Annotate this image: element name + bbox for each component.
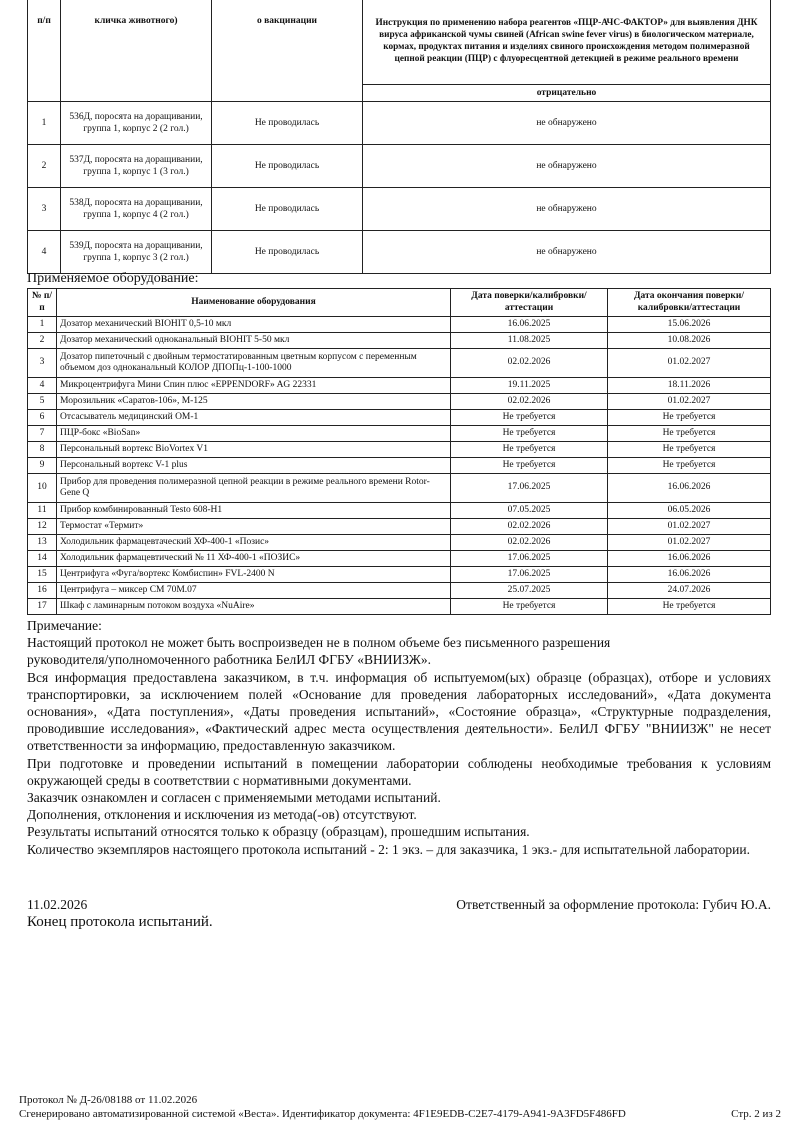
table-row: [28, 102, 771, 145]
col-header-norm: отрицательно: [363, 85, 771, 102]
row-date: 17.06.2025: [451, 567, 608, 583]
row-name: Персональный вортекс V-1 plus: [57, 458, 451, 474]
row-name: Холодильник фармацевтический № 11 ХФ-400-1 «ПОЗИС»: [57, 551, 451, 567]
row-date: 16.06.2025: [451, 317, 608, 333]
row-date: 19.11.2025: [451, 378, 608, 394]
row-name: Дозатор механический BIOHIT 0,5-10 мкл: [57, 317, 451, 333]
results-table: [27, 0, 771, 274]
table-row: [28, 567, 771, 583]
note-paragraph: Дополнения, отклонения и исключения из метода(-ов) отсутствуют.: [27, 807, 417, 823]
row-num: 17: [28, 599, 57, 615]
table-row: [28, 599, 771, 615]
row-sample: 536Д, поросята на доращивании, группа 1, корпус 2 (2 гол.): [61, 102, 212, 145]
col-header-num: п/п: [28, 0, 61, 102]
notes-heading: Примечание:: [27, 618, 102, 633]
col-header-sample: кличка животного): [61, 0, 212, 102]
row-end-date: 01.02.2027: [608, 394, 771, 410]
row-num: 2: [28, 333, 57, 349]
row-num: 3: [28, 349, 57, 378]
row-date: 02.02.2026: [451, 519, 608, 535]
row-end-date: Не требуется: [608, 426, 771, 442]
note-paragraph: Результаты испытаний относятся только к образцу (образцам), прошедшим испытания.: [27, 824, 530, 840]
row-name: ПЦР-бокс «BioSan»: [57, 426, 451, 442]
row-end-date: 01.02.2027: [608, 535, 771, 551]
row-end-date: 15.06.2026: [608, 317, 771, 333]
row-end-date: Не требуется: [608, 458, 771, 474]
row-num: 4: [28, 378, 57, 394]
row-name: Термостат «Термит»: [57, 519, 451, 535]
row-num: 10: [28, 474, 57, 503]
table-row: [28, 410, 771, 426]
row-sample: 538Д, поросята на доращивании, группа 1, корпус 4 (2 гол.): [61, 188, 212, 231]
table-row: [28, 333, 771, 349]
row-name: Прибор для проведения полимеразной цепной реакции в режиме реального времени Rotor-Gene Q: [57, 474, 451, 503]
col-header-name: Наименование оборудования: [57, 289, 451, 317]
row-name: Холодильник фармацевтаческий ХФ-400-1 «Позис»: [57, 535, 451, 551]
row-date: Не требуется: [451, 458, 608, 474]
row-num: 6: [28, 410, 57, 426]
row-name: Дозатор пипеточный с двойным термостатированным цветным корпусом с переменным объемом доз одноканальный КОЛОР ДПОПц-1-100-1000: [57, 349, 451, 378]
table-row: [28, 394, 771, 410]
row-num: 16: [28, 583, 57, 599]
row-vaccination: Не проводилась: [212, 145, 363, 188]
footer-generated-by: Сгенерировано автоматизированной системой «Веста». Идентификатор документа: 4F1E9EDB-C2E7-4179-A941-9A3FD5F486FD: [19, 1108, 626, 1120]
equipment-section-title: Применяемое оборудование:: [27, 271, 199, 286]
row-num: 2: [28, 145, 61, 188]
note-paragraph: Вся информация предоставлена заказчиком, в т.ч. информация об испытуемом(ых) образце (образцах), отборе и условиях транспортировки, за исключением полей «Основание для проведения лабораторных исследований», «Дата документа основания», «Дата поступления», «Даты проведения испытаний», «Состояние образца», «Структурные подразделения, проводившие исследования», «Фактический адрес места осуществления деятельности». БелИЛ ФГБУ "ВНИИЗЖ" не несет ответственности за информацию, предоставленную заказчиком.: [27, 669, 771, 754]
col-header-num: № п/п: [28, 289, 57, 317]
table-row: [28, 583, 771, 599]
row-num: 13: [28, 535, 57, 551]
row-num: 4: [28, 231, 61, 274]
row-num: 14: [28, 551, 57, 567]
row-num: 9: [28, 458, 57, 474]
row-name: Прибор комбинированный Testo 608-H1: [57, 503, 451, 519]
row-end-date: Не требуется: [608, 599, 771, 615]
row-date: Не требуется: [451, 426, 608, 442]
row-result: не обнаружено: [363, 231, 771, 274]
row-end-date: 06.05.2026: [608, 503, 771, 519]
notes-section: [27, 617, 771, 858]
row-name: Морозильник «Саратов-106», М-125: [57, 394, 451, 410]
row-result: не обнаружено: [363, 102, 771, 145]
table-row: [28, 317, 771, 333]
table-row: [28, 535, 771, 551]
table-row: [28, 519, 771, 535]
row-sample: 539Д, поросята на доращивании, группа 1, корпус 3 (2 гол.): [61, 231, 212, 274]
row-date: 02.02.2026: [451, 394, 608, 410]
col-header-date: Дата поверки/калибровки/аттестации: [451, 289, 608, 317]
row-name: Дозатор механический одноканальный BIOHIT 5-50 мкл: [57, 333, 451, 349]
row-name: Центрифуга «Фуга/вортекс Комбиспин» FVL-2400 N: [57, 567, 451, 583]
table-row: [28, 458, 771, 474]
row-vaccination: Не проводилась: [212, 231, 363, 274]
row-date: 02.02.2026: [451, 535, 608, 551]
equipment-header-row: [28, 289, 771, 317]
note-paragraph: При подготовке и проведении испытаний в помещении лаборатории соблюдены необходимые требования к условиям окружающей среды в соответствии с нормативными документами.: [27, 755, 771, 788]
row-end-date: 16.06.2026: [608, 567, 771, 583]
col-header-end-date: Дата окончания поверки/калибровки/аттестации: [608, 289, 771, 317]
table-row: [28, 231, 771, 274]
row-vaccination: Не проводилась: [212, 188, 363, 231]
row-end-date: 01.02.2027: [608, 519, 771, 535]
note-paragraph: Количество экземпляров настоящего протокола испытаний - 2: 1 экз. – для заказчика, 1 экз.- для испытательной лаборатории.: [27, 841, 750, 857]
row-end-date: 24.07.2026: [608, 583, 771, 599]
row-result: не обнаружено: [363, 188, 771, 231]
row-end-date: 01.02.2027: [608, 349, 771, 378]
note-paragraph: Настоящий протокол не может быть воспроизведен не в полном объеме без письменного разрешения руководителя/уполномоченного работника БелИЛ ФГБУ «ВНИИЗЖ».: [27, 635, 611, 668]
row-name: Центрифуга – миксер СМ 70М.07: [57, 583, 451, 599]
row-date: 11.08.2025: [451, 333, 608, 349]
footer-protocol-number: Протокол № Д-26/08188 от 11.02.2026: [19, 1094, 198, 1106]
col-header-vaccination: о вакцинации: [212, 0, 363, 102]
page-footer: [19, 1093, 781, 1121]
row-date: Не требуется: [451, 442, 608, 458]
row-name: Шкаф с ламинарным потоком воздуха «NuAire»: [57, 599, 451, 615]
signature-row: [27, 897, 771, 913]
row-date: Не требуется: [451, 410, 608, 426]
signature-date: 11.02.2026: [27, 897, 88, 912]
row-end-date: 16.06.2026: [608, 551, 771, 567]
row-date: 17.06.2025: [451, 474, 608, 503]
row-name: Отсасыватель медицинский ОМ-1: [57, 410, 451, 426]
row-name: Микроцентрифуга Мини Спин плюс «EPPENDORF» AG 22331: [57, 378, 451, 394]
page-number: Стр. 2 из 2: [731, 1108, 781, 1120]
table-row: [28, 474, 771, 503]
equipment-table: [27, 288, 771, 615]
row-end-date: Не требуется: [608, 442, 771, 458]
row-num: 15: [28, 567, 57, 583]
row-end-date: 10.08.2026: [608, 333, 771, 349]
row-date: 25.07.2025: [451, 583, 608, 599]
row-num: 1: [28, 317, 57, 333]
table-row: [28, 378, 771, 394]
table-row: [28, 145, 771, 188]
row-end-date: 16.06.2026: [608, 474, 771, 503]
row-result: не обнаружено: [363, 145, 771, 188]
row-num: 8: [28, 442, 57, 458]
row-num: 1: [28, 102, 61, 145]
row-num: 12: [28, 519, 57, 535]
row-end-date: Не требуется: [608, 410, 771, 426]
table-row: [28, 442, 771, 458]
row-date: 07.05.2025: [451, 503, 608, 519]
row-sample: 537Д, поросята на доращивании, группа 1, корпус 1 (3 гол.): [61, 145, 212, 188]
note-paragraph: Заказчик ознакомлен и согласен с применяемыми методами испытаний.: [27, 790, 441, 806]
row-num: 3: [28, 188, 61, 231]
table-row: [28, 426, 771, 442]
row-end-date: 18.11.2026: [608, 378, 771, 394]
row-date: 02.02.2026: [451, 349, 608, 378]
table-row: [28, 188, 771, 231]
row-name: Персональный вортекс BioVortex V1: [57, 442, 451, 458]
end-of-protocol: Конец протокола испытаний.: [27, 914, 213, 930]
table-row: [28, 349, 771, 378]
row-vaccination: Не проводилась: [212, 102, 363, 145]
table-row: [28, 551, 771, 567]
col-header-method: Инструкция по применению набора реагентов «ПЦР-АЧС-ФАКТОР» для выявления ДНК вируса африканской чумы свиней (African swine fever virus) в биологическом материале, кормах, продуктах питания и изделиях свиного происхождения методом полимеразной цепной реакции (ПЦР) с флуоресцентной детекцией в режиме реального времени: [363, 0, 771, 85]
responsible-person: Ответственный за оформление протокола: Губич Ю.А.: [456, 897, 771, 912]
row-num: 5: [28, 394, 57, 410]
table-row: [28, 503, 771, 519]
row-date: 17.06.2025: [451, 551, 608, 567]
row-num: 7: [28, 426, 57, 442]
row-num: 11: [28, 503, 57, 519]
row-date: Не требуется: [451, 599, 608, 615]
